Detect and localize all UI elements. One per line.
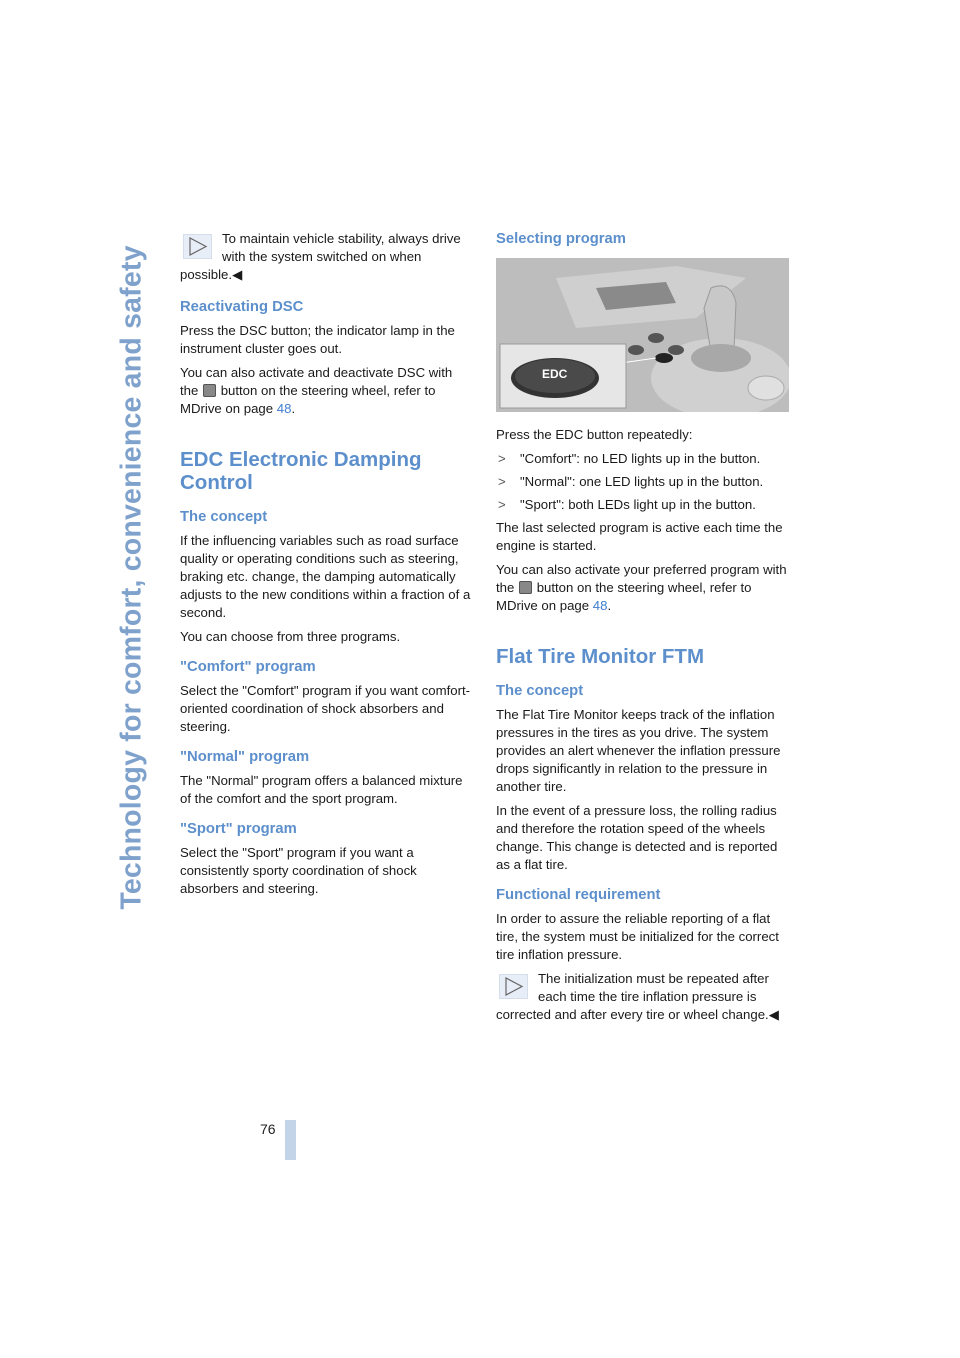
note-stability xyxy=(180,230,472,284)
page-number-bar xyxy=(285,1120,296,1160)
page-number: 76 xyxy=(260,1121,276,1137)
note-play-icon xyxy=(183,234,212,259)
chapter-side-title xyxy=(108,232,156,922)
heading-ftm: Flat Tire Monitor FTM xyxy=(496,645,705,668)
list-item: > "Normal": one LED lights up in the button. xyxy=(498,474,764,489)
functional-p: In order to assure the reliable reporting of a flat tire, the system must be initialized for the correct tire inflation pressure. xyxy=(496,911,779,962)
heading-concept: The concept xyxy=(180,509,268,525)
preferred-program-text: You can also activate your preferred program with the button on the steering wheel, refer to MDrive on page 48. xyxy=(496,562,787,613)
right-column xyxy=(496,230,788,1030)
heading-selecting-program: Selecting program xyxy=(496,231,626,247)
heading-comfort: "Comfort" program xyxy=(180,659,316,675)
chapter-side-title-text: Technology for comfort, convenience and safety xyxy=(115,244,148,910)
page-link-48[interactable]: 48 xyxy=(592,598,608,613)
edc-console-photo xyxy=(496,258,789,412)
note-play-icon xyxy=(499,974,528,999)
mdrive-button-icon xyxy=(519,581,532,594)
comfort-p: Select the "Comfort" program if you want comfort-oriented coordination of shock absorbers and steering. xyxy=(180,683,471,734)
edc-button-label: EDC xyxy=(542,367,568,381)
mdrive-button-icon xyxy=(203,384,216,397)
left-column xyxy=(180,230,472,904)
ftm-p2: In the event of a pressure loss, the rolling radius and therefore the rotation speed of the wheels change. This change is detected and is reported as a flat tire. xyxy=(496,803,778,872)
note-stability-text: To maintain vehicle stability, always drive with the system switched on when possible.◀ xyxy=(180,231,461,282)
last-selected-text: The last selected program is active each time the engine is started. xyxy=(496,520,783,553)
heading-normal: "Normal" program xyxy=(180,749,310,765)
normal-p: The "Normal" program offers a balanced mixture of the comfort and the sport program. xyxy=(180,773,463,806)
heading-edc: EDC Electronic Damping Control xyxy=(180,448,422,494)
note-initialization-text: The initialization must be repeated after each time the tire inflation pressure is corrected and after every tire or wheel change.◀ xyxy=(496,971,779,1022)
reactivating-p1: Press the DSC button; the indicator lamp in the instrument cluster goes out. xyxy=(180,323,455,356)
heading-reactivating-dsc: Reactivating DSC xyxy=(180,299,304,315)
concept-p2: You can choose from three programs. xyxy=(180,629,401,644)
heading-ftm-concept: The concept xyxy=(496,683,584,699)
concept-p1: If the influencing variables such as road surface quality or operating conditions such as steering, braking etc. change, the damping automatically adjusts to the new conditions within a fraction of a second. xyxy=(180,533,471,620)
note-initialization xyxy=(496,970,788,1024)
list-item: > "Comfort": no LED lights up in the button. xyxy=(498,451,761,466)
press-edc-text: Press the EDC button repeatedly: xyxy=(496,427,693,442)
reactivating-p2: You can also activate and deactivate DSC with the button on the steering wheel, refer to MDrive on page 48. xyxy=(180,365,453,416)
heading-functional-requirement: Functional requirement xyxy=(496,887,661,903)
list-item: > "Sport": both LEDs light up in the button. xyxy=(498,497,756,512)
program-list xyxy=(496,450,788,514)
heading-sport: "Sport" program xyxy=(180,821,297,837)
sport-p: Select the "Sport" program if you want a consistently sporty coordination of shock absorbers and steering. xyxy=(180,845,417,896)
ftm-p1: The Flat Tire Monitor keeps track of the inflation pressures in the tires as you drive. The system provides an alert whenever the inflation pressure drops significantly in relation to the pressure in another tire. xyxy=(496,707,781,794)
page-link-48[interactable]: 48 xyxy=(276,401,292,416)
